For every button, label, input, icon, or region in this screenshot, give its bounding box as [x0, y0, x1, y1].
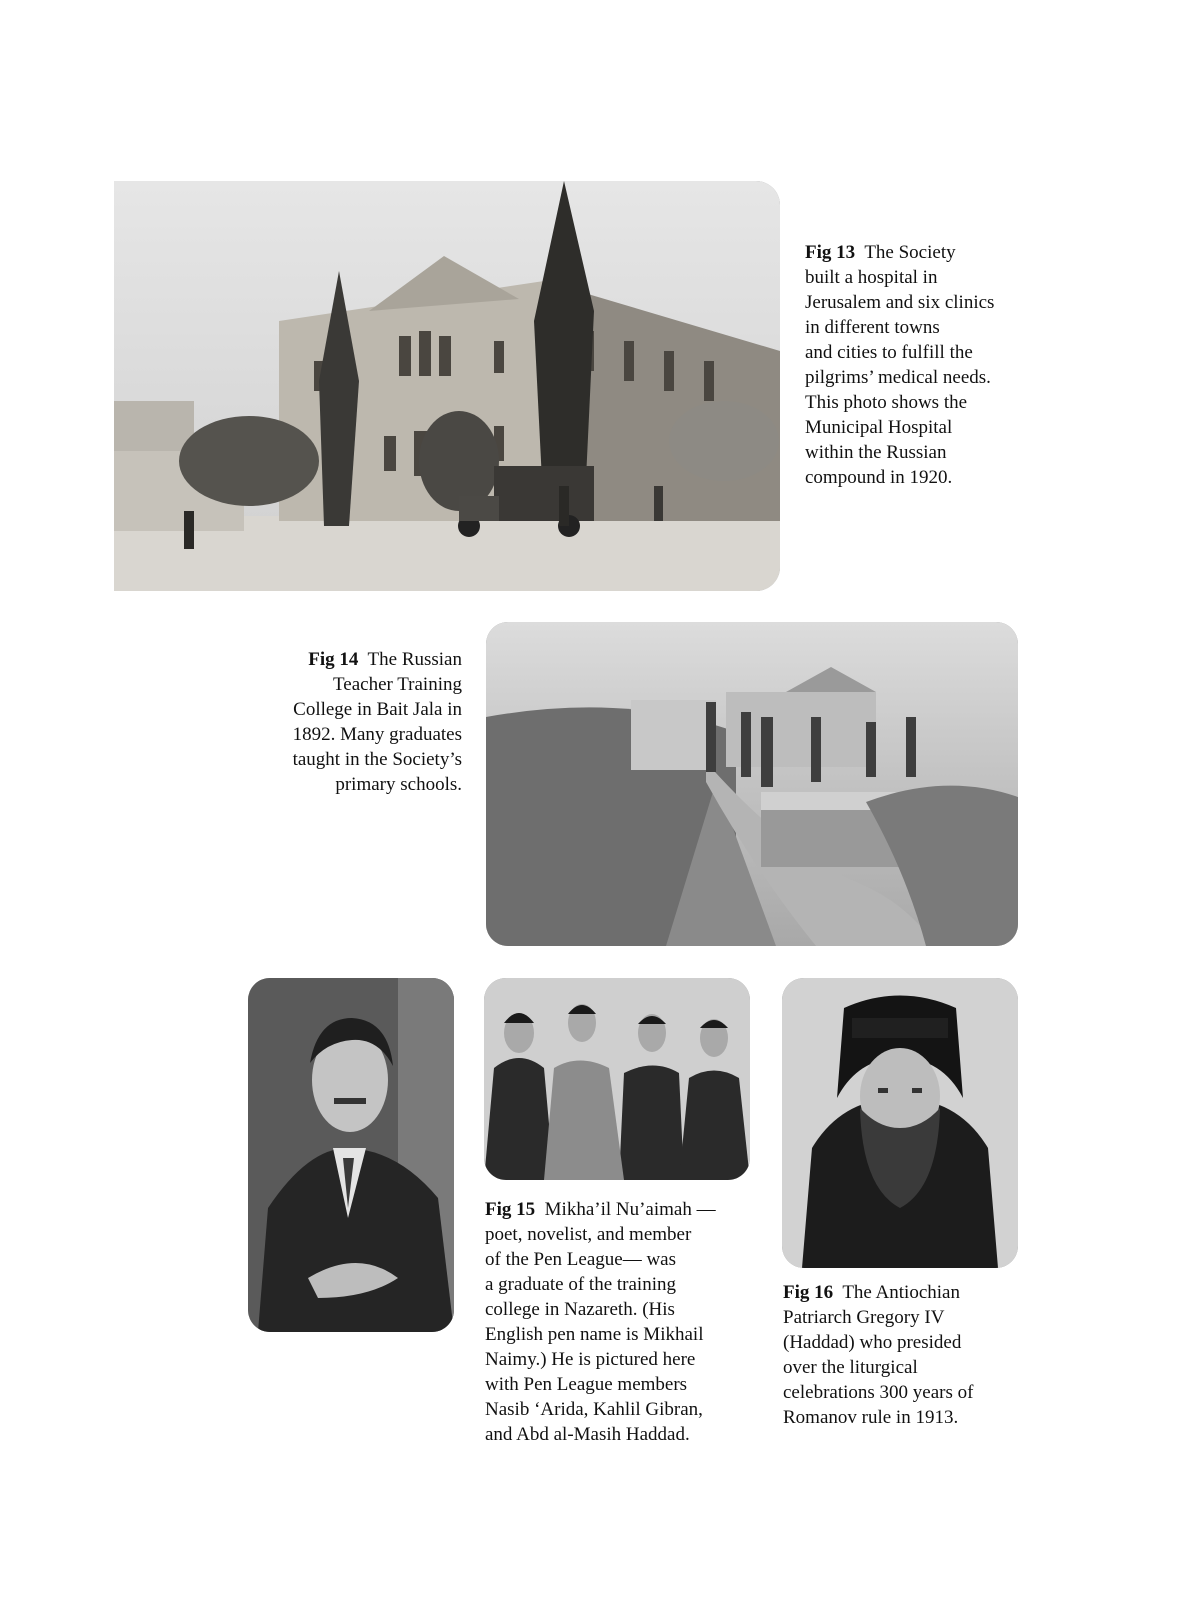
- fig15-line-7: Naimy.) He is pictured here: [485, 1349, 696, 1370]
- fig15-line-1: Mikha’il Nu’aimah —: [544, 1199, 716, 1220]
- fig16-caption: [783, 1280, 973, 1430]
- fig13-line-1: The Society: [864, 242, 956, 263]
- fig13-line-3: Jerusalem and six clinics: [805, 292, 995, 313]
- fig15-line-9: Nasib ‘Arida, Kahlil Gibran,: [485, 1399, 703, 1420]
- fig16-line-6: Romanov rule in 1913.: [783, 1407, 959, 1428]
- portrait-photo: [248, 978, 454, 1332]
- fig15-line-3: of the Pen League— was: [485, 1249, 676, 1270]
- fig16-line-2: Patriarch Gregory IV: [783, 1307, 945, 1328]
- fig14-label: Fig 14: [308, 649, 359, 670]
- fig15-label: Fig 15: [485, 1199, 536, 1220]
- fig15-line-2: poet, novelist, and member: [485, 1224, 692, 1245]
- fig15-line-4: a graduate of the training: [485, 1274, 676, 1295]
- fig14-line-1: The Russian: [367, 649, 462, 670]
- fig15-line-6: English pen name is Mikhail: [485, 1324, 704, 1345]
- fig14-caption: [262, 647, 462, 797]
- fig16-label: Fig 16: [783, 1282, 834, 1303]
- fig14-line-2: Teacher Training: [332, 674, 462, 695]
- fig16-line-4: over the liturgical: [783, 1357, 918, 1378]
- fig13-caption: [805, 240, 994, 490]
- fig15-caption: [485, 1197, 716, 1447]
- fig13-line-9: within the Russian: [805, 442, 947, 463]
- fig13-label: Fig 13: [805, 242, 856, 263]
- fig13-line-4: in different towns: [805, 317, 940, 338]
- fig16-line-1: The Antiochian: [842, 1282, 960, 1303]
- fig16-line-3: (Haddad) who presided: [783, 1332, 962, 1353]
- group-photo: [484, 978, 750, 1180]
- fig14-line-3: College in Bait Jala in: [293, 699, 462, 720]
- fig14-line-5: taught in the Society’s: [292, 749, 462, 770]
- hospital-photo: [114, 181, 780, 591]
- fig14-line-6: primary schools.: [335, 774, 462, 795]
- patriarch-photo: [782, 978, 1018, 1268]
- fig15-line-8: with Pen League members: [485, 1374, 688, 1395]
- fig13-line-2: built a hospital in: [805, 267, 938, 288]
- college-photo: [486, 622, 1018, 946]
- fig13-line-5: and cities to fulfill the: [805, 342, 973, 363]
- fig16-line-5: celebrations 300 years of: [783, 1382, 974, 1403]
- fig15-line-10: and Abd al-Masih Haddad.: [485, 1424, 690, 1445]
- fig14-line-4: 1892. Many graduates: [292, 724, 462, 745]
- fig13-line-7: This photo shows the: [805, 392, 968, 413]
- fig15-line-5: college in Nazareth. (His: [485, 1299, 675, 1320]
- fig13-line-8: Municipal Hospital: [805, 417, 953, 438]
- fig13-line-10: compound in 1920.: [805, 467, 953, 488]
- fig13-line-6: pilgrims’ medical needs.: [805, 367, 991, 388]
